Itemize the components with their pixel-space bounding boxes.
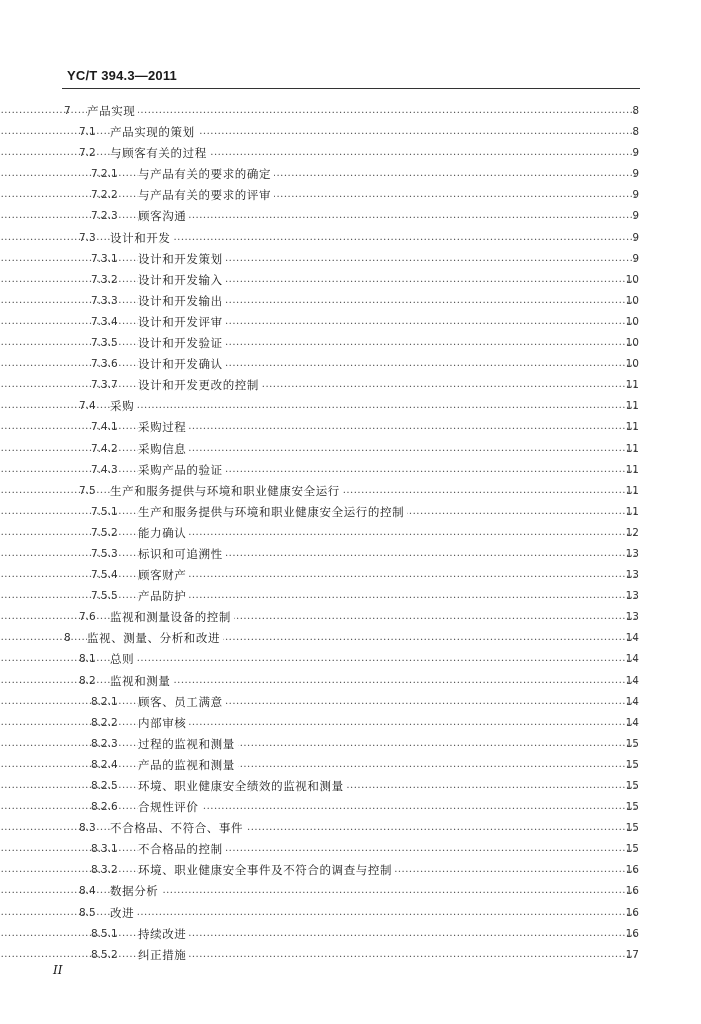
toc-entry-number: 7.2.1 (91, 168, 118, 181)
toc-entry-page: 10 (625, 358, 639, 371)
toc-entry-title: 顾客财产 (138, 565, 189, 586)
toc-entry-number: 8.2.3 (91, 737, 118, 750)
toc-entry-page: 10 (625, 294, 639, 307)
toc-entry-number: 7.4.3 (91, 463, 118, 476)
toc-entry-title: 采购信息 (138, 439, 189, 460)
toc-entry-title: 监视和测量 (110, 671, 174, 692)
toc-entry[interactable] (0, 270, 701, 291)
toc-entry-title: 设计和开发更改的控制 (138, 375, 262, 396)
toc-entry[interactable] (0, 903, 701, 924)
toc-entry-page: 11 (625, 379, 639, 392)
toc-entry-number: 8.2.2 (91, 716, 118, 729)
toc-entry-number: 8.2.6 (91, 801, 118, 814)
toc-entry-page: 13 (625, 611, 639, 624)
toc-entry[interactable] (0, 818, 701, 839)
toc-entry[interactable] (0, 164, 701, 185)
toc-entry[interactable] (0, 439, 701, 460)
toc-entry[interactable] (0, 228, 701, 249)
toc-entry-title: 能力确认 (138, 523, 189, 544)
toc-entry[interactable] (0, 713, 701, 734)
toc-entry-page: 9 (632, 210, 639, 223)
toc-entry-number: 8.2.5 (91, 780, 118, 792)
toc-entry-number: 7.3.6 (91, 358, 118, 371)
toc-entry-page: 14 (625, 674, 639, 687)
toc-entry-number: 7.1 (79, 126, 96, 139)
toc-entry-number: 8.2 (79, 674, 96, 687)
toc-entry-page: 11 (625, 421, 639, 434)
toc-entry[interactable] (0, 396, 701, 417)
toc-entry-number: 7.4.1 (91, 421, 118, 434)
toc-entry-number: 8.1 (79, 653, 96, 666)
toc-entry-page: 13 (625, 590, 639, 603)
toc-entry-title: 设计和开发 (110, 228, 174, 249)
toc-entry-title: 改进 (110, 903, 137, 924)
toc-entry[interactable] (0, 924, 701, 945)
toc-entry-page: 14 (625, 632, 639, 645)
toc-entry-number: 7.6 (79, 611, 96, 624)
toc-entry[interactable] (0, 460, 701, 481)
toc-entry-number: 7.5.2 (91, 526, 118, 539)
toc-entry[interactable] (0, 671, 701, 692)
toc-entry-page: 11 (625, 463, 639, 476)
page-number: II (53, 963, 63, 977)
toc-entry-page: 11 (625, 400, 639, 413)
toc-entry-title: 不合格品的控制 (138, 839, 226, 860)
toc-entry[interactable] (0, 607, 701, 628)
toc-entry-title: 设计和开发评审 (138, 312, 226, 333)
toc-entry-number: 7.3.2 (91, 273, 118, 286)
toc-entry-title: 监视和测量设备的控制 (110, 607, 234, 628)
toc-entry-page: 10 (625, 315, 639, 328)
toc-entry-page: 9 (632, 147, 639, 160)
toc-entry-title: 顾客沟通 (138, 206, 189, 227)
toc-entry-page: 11 (625, 505, 639, 518)
toc-entry-page: 8 (632, 126, 639, 139)
toc-entry[interactable] (0, 249, 701, 270)
toc-entry-title: 设计和开发输入 (138, 270, 226, 291)
toc-entry-number: 7.3.7 (91, 379, 118, 392)
toc-entry[interactable] (0, 185, 701, 206)
toc-entry-number: 7.3 (79, 231, 96, 244)
toc-entry[interactable] (0, 333, 701, 354)
toc-entry[interactable] (0, 544, 701, 565)
toc-entry-title: 内部审核 (138, 713, 189, 734)
toc-entry-page: 15 (625, 801, 639, 814)
toc-entry[interactable] (0, 101, 701, 122)
toc-entry[interactable] (0, 797, 701, 818)
toc-entry-page: 16 (625, 927, 639, 940)
toc-entry-page: 17 (625, 948, 639, 961)
toc-entry-title: 生产和服务提供与环境和职业健康安全运行的控制 (138, 502, 407, 523)
toc-entry-title: 产品实现 (87, 101, 138, 122)
header-rule (62, 88, 640, 89)
toc-entry-title: 合规性评价 (138, 797, 202, 818)
toc-entry[interactable] (0, 776, 701, 797)
toc-entry[interactable] (0, 881, 701, 902)
toc-entry-title: 监视、测量、分析和改进 (87, 628, 223, 649)
toc-entry-title: 设计和开发输出 (138, 291, 226, 312)
toc-entry-number: 7.3.5 (91, 337, 118, 350)
toc-entry[interactable] (0, 312, 701, 333)
toc-entry-number: 7.4 (79, 400, 96, 413)
toc-entry[interactable] (0, 417, 701, 438)
toc-entry-title: 不合格品、不符合、事件 (110, 818, 246, 839)
toc-entry-page: 14 (625, 653, 639, 666)
toc-entry-page: 13 (625, 569, 639, 582)
toc-entry[interactable] (0, 692, 701, 713)
toc-entry-title: 设计和开发策划 (138, 249, 226, 270)
toc-entry[interactable] (0, 122, 701, 143)
toc-entry-page: 9 (632, 189, 639, 202)
toc-entry-page: 15 (625, 737, 639, 750)
toc-entry-number: 7.4.2 (91, 442, 118, 455)
toc-entry-title: 产品实现的策划 (110, 122, 198, 143)
toc-entry-title: 生产和服务提供与环境和职业健康安全运行 (110, 481, 343, 502)
toc-entry-title: 产品的监视和测量 (138, 755, 238, 776)
toc-entry[interactable] (0, 649, 701, 670)
toc-entry-number: 7.5.1 (91, 505, 118, 518)
toc-entry-page: 10 (625, 337, 639, 350)
toc-entry-number: 7.2 (79, 147, 96, 160)
toc-entry-page: 15 (625, 758, 639, 771)
toc-entry-number: 7.2.2 (91, 189, 118, 202)
table-of-contents (0, 101, 701, 966)
toc-entry[interactable] (0, 586, 701, 607)
toc-entry-title: 数据分析 (110, 881, 161, 902)
toc-entry-number: 7 (64, 105, 71, 117)
toc-entry-number: 8.3.1 (91, 843, 118, 856)
toc-entry-number: 8.5 (79, 906, 96, 919)
toc-entry[interactable] (0, 502, 701, 523)
toc-entry-title: 环境、职业健康安全事件及不符合的调查与控制 (138, 860, 395, 881)
toc-entry-number: 7.5.3 (91, 547, 118, 560)
toc-entry[interactable] (0, 143, 701, 164)
toc-entry[interactable] (0, 375, 701, 396)
toc-entry-number: 8.5.2 (91, 948, 118, 961)
toc-entry-number: 7.3.1 (91, 252, 118, 265)
toc-entry-page: 9 (632, 231, 639, 244)
toc-entry-page: 15 (625, 843, 639, 856)
toc-entry-title: 总则 (110, 649, 137, 670)
toc-entry-page: 10 (625, 273, 639, 286)
toc-entry[interactable] (0, 206, 701, 227)
toc-entry[interactable] (0, 755, 701, 776)
toc-entry-page: 9 (632, 168, 639, 181)
toc-entry-title: 采购 (110, 396, 137, 417)
toc-entry-number: 8 (64, 632, 71, 645)
toc-entry[interactable] (0, 481, 701, 502)
toc-entry-number: 7.5.4 (91, 569, 118, 582)
toc-entry-page: 12 (625, 526, 639, 539)
toc-entry-page: 8 (632, 105, 639, 117)
toc-entry-number: 7.5 (79, 484, 96, 497)
toc-entry-number: 8.2.4 (91, 758, 118, 771)
toc-entry-number: 8.4 (79, 885, 96, 898)
toc-entry-number: 7.5.5 (91, 590, 118, 603)
toc-entry-number: 8.3.2 (91, 864, 118, 877)
toc-entry-page: 16 (625, 906, 639, 919)
toc-entry-number: 7.2.3 (91, 210, 118, 223)
toc-entry-page: 16 (625, 864, 639, 877)
toc-entry-title: 标识和可追溯性 (138, 544, 226, 565)
toc-entry[interactable] (0, 291, 701, 312)
toc-entry-number: 7.3.4 (91, 315, 118, 328)
toc-entry[interactable] (0, 945, 701, 966)
toc-entry-title: 过程的监视和测量 (138, 734, 238, 755)
toc-entry[interactable] (0, 839, 701, 860)
toc-entry-title: 持续改进 (138, 924, 189, 945)
toc-entry[interactable] (0, 860, 701, 881)
toc-entry-page: 13 (625, 547, 639, 560)
toc-entry-title: 与顾客有关的过程 (110, 143, 210, 164)
toc-entry-number: 8.5.1 (91, 927, 118, 940)
toc-entry-page: 9 (632, 252, 639, 265)
toc-entry-page: 11 (625, 442, 639, 455)
toc-entry-title: 纠正措施 (138, 945, 189, 966)
toc-entry-page: 11 (625, 484, 639, 497)
toc-entry-number: 8.3 (79, 822, 96, 835)
toc-entry-title: 环境、职业健康安全绩效的监视和测量 (138, 776, 347, 797)
toc-entry-page: 15 (625, 822, 639, 835)
toc-entry-title: 设计和开发确认 (138, 354, 226, 375)
toc-entry[interactable] (0, 354, 701, 375)
toc-entry-number: 7.3.3 (91, 294, 118, 307)
toc-entry-page: 15 (625, 780, 639, 792)
toc-entry-title: 设计和开发验证 (138, 333, 226, 354)
toc-entry-page: 14 (625, 695, 639, 708)
toc-entry-title: 产品防护 (138, 586, 189, 607)
toc-entry[interactable] (0, 628, 701, 649)
toc-entry[interactable] (0, 734, 701, 755)
toc-entry-number: 8.2.1 (91, 695, 118, 708)
toc-entry[interactable] (0, 523, 701, 544)
toc-entry-title: 采购产品的验证 (138, 460, 226, 481)
toc-entry-title: 采购过程 (138, 417, 189, 438)
toc-entry[interactable] (0, 565, 701, 586)
toc-entry-title: 与产品有关的要求的评审 (138, 185, 274, 206)
document-code: YC/T 394.3—2011 (67, 68, 177, 83)
toc-entry-page: 16 (625, 885, 639, 898)
toc-entry-title: 顾客、员工满意 (138, 692, 226, 713)
toc-entry-title: 与产品有关的要求的确定 (138, 164, 274, 185)
toc-entry-page: 14 (625, 716, 639, 729)
